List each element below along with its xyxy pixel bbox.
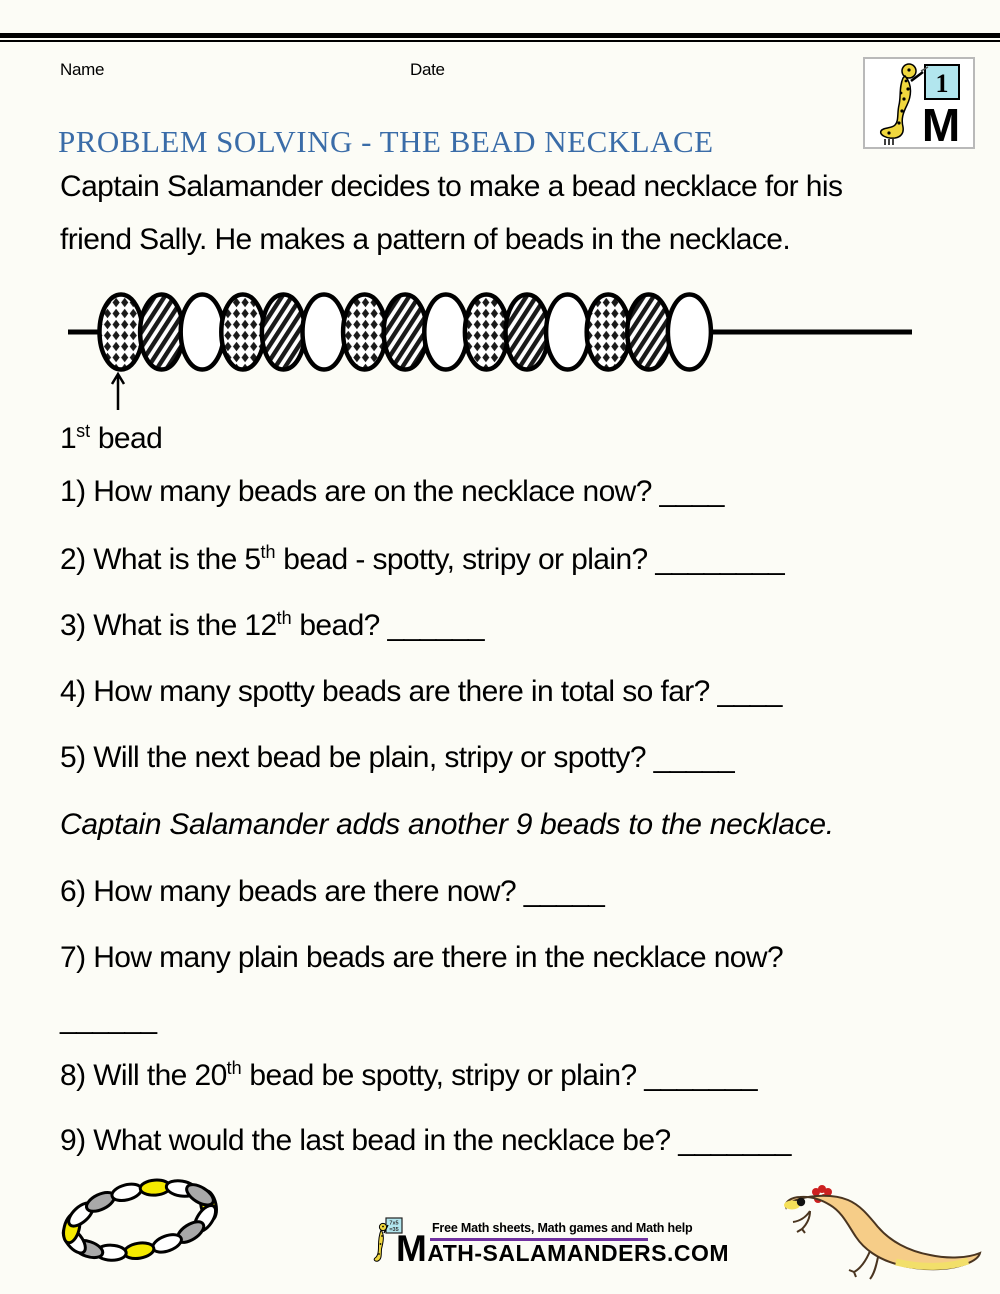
- bead-14-stripy: [627, 295, 670, 370]
- bead-12-plain: [546, 295, 589, 370]
- question-8: [60, 1058, 757, 1093]
- clipart-beads: [59, 1179, 220, 1261]
- question-3-text: 3) What is the 12: [60, 609, 277, 642]
- bead-9-plain: [424, 295, 467, 370]
- footer-site-name: MATH-SALAMANDERS.COM: [396, 1228, 729, 1269]
- footer-bead-4: [150, 1231, 183, 1255]
- bead-1-spotty: [100, 295, 143, 370]
- first-bead-label: [60, 421, 162, 456]
- bead-4-spotty: [221, 295, 264, 370]
- corner-logo-image: [865, 59, 973, 147]
- mini-card-line1: 7x5: [389, 1220, 399, 1227]
- question-2-ordinal: th: [260, 542, 276, 562]
- footer-tagline: Free Math sheets, Math games and Math help: [432, 1221, 693, 1235]
- salamander-body: [786, 1196, 980, 1270]
- bead-15-plain: [668, 295, 711, 370]
- question-7-answer-blank: ______: [60, 1002, 157, 1035]
- interlude-note: Captain Salamander adds another 9 beads to the necklace.: [60, 808, 834, 841]
- name-label: Name: [60, 60, 105, 79]
- intro-line-1: Captain Salamander decides to make a bead necklace for his: [60, 170, 843, 203]
- bead-necklace-figure: [0, 275, 1000, 415]
- footer-bead-5: [123, 1241, 155, 1261]
- necklace-clipart-image: [52, 1170, 227, 1275]
- bead-6-plain: [303, 295, 346, 370]
- worksheet-corner-logo: [863, 57, 975, 149]
- question-3-text-cont: bead? ______: [291, 609, 484, 642]
- first-bead-arrow: [112, 374, 124, 410]
- bead-10-spotty: [465, 295, 508, 370]
- bead-3-plain: [181, 295, 224, 370]
- question-3-ordinal: th: [276, 608, 292, 628]
- bead-2-stripy: [140, 295, 183, 370]
- bead-11-stripy: [506, 295, 549, 370]
- salamander-drawing-image: [772, 1175, 997, 1290]
- necklace-beads: [100, 295, 711, 370]
- mini-card-line2: =35: [389, 1227, 399, 1233]
- page-title: PROBLEM SOLVING - THE BEAD NECKLACE: [58, 124, 714, 159]
- footer-bead-15: [183, 1181, 216, 1210]
- question-8-ordinal: th: [226, 1058, 242, 1078]
- bead-7-spotty: [343, 295, 386, 370]
- bead-8-stripy: [384, 295, 427, 370]
- question-6-text: 6) How many beads are there now? _____: [60, 875, 605, 908]
- question-2-text: 2) What is the 5: [60, 543, 261, 576]
- question-8-text-cont: bead be spotty, stripy or plain? _______: [241, 1059, 757, 1092]
- first-bead-num: 1: [60, 422, 77, 455]
- first-bead-ordinal: st: [76, 421, 91, 441]
- bead-5-stripy: [262, 295, 305, 370]
- question-8-text: 8) Will the 20: [60, 1059, 227, 1092]
- question-1: [60, 475, 724, 509]
- question-4-text: 4) How many spotty beads are there in total so far? ____: [60, 675, 782, 708]
- question-6: [60, 875, 604, 909]
- question-3: [60, 608, 484, 643]
- bead-13-spotty: [587, 295, 630, 370]
- footer-bead-12: [110, 1181, 143, 1203]
- first-bead-text: bead: [90, 422, 163, 455]
- question-2-text-cont: bead - spotty, stripy or plain? ________: [275, 543, 785, 576]
- question-5: [60, 741, 734, 775]
- top-rule: [0, 33, 1000, 42]
- level-number: 1: [935, 69, 949, 98]
- logo-letter-m: M: [921, 99, 961, 147]
- date-label: Date: [410, 60, 445, 79]
- question-4: [60, 675, 782, 709]
- question-7: [60, 941, 960, 1036]
- salamander-front-legs: [793, 1211, 810, 1233]
- question-5-text: 5) Will the next bead be plain, stripy or spotty? _____: [60, 741, 735, 774]
- question-2: [60, 542, 784, 577]
- question-9: [60, 1124, 791, 1158]
- question-7-text: 7) How many plain beads are there in the necklace now?: [60, 941, 784, 974]
- question-1-text: 1) How many beads are on the necklace now? ____: [60, 475, 724, 508]
- salamander-eye: [797, 1198, 805, 1206]
- question-9-text: 9) What would the last bead in the necklace be? _______: [60, 1124, 791, 1157]
- intro-line-2: friend Sally. He makes a pattern of beads in the necklace.: [60, 223, 791, 256]
